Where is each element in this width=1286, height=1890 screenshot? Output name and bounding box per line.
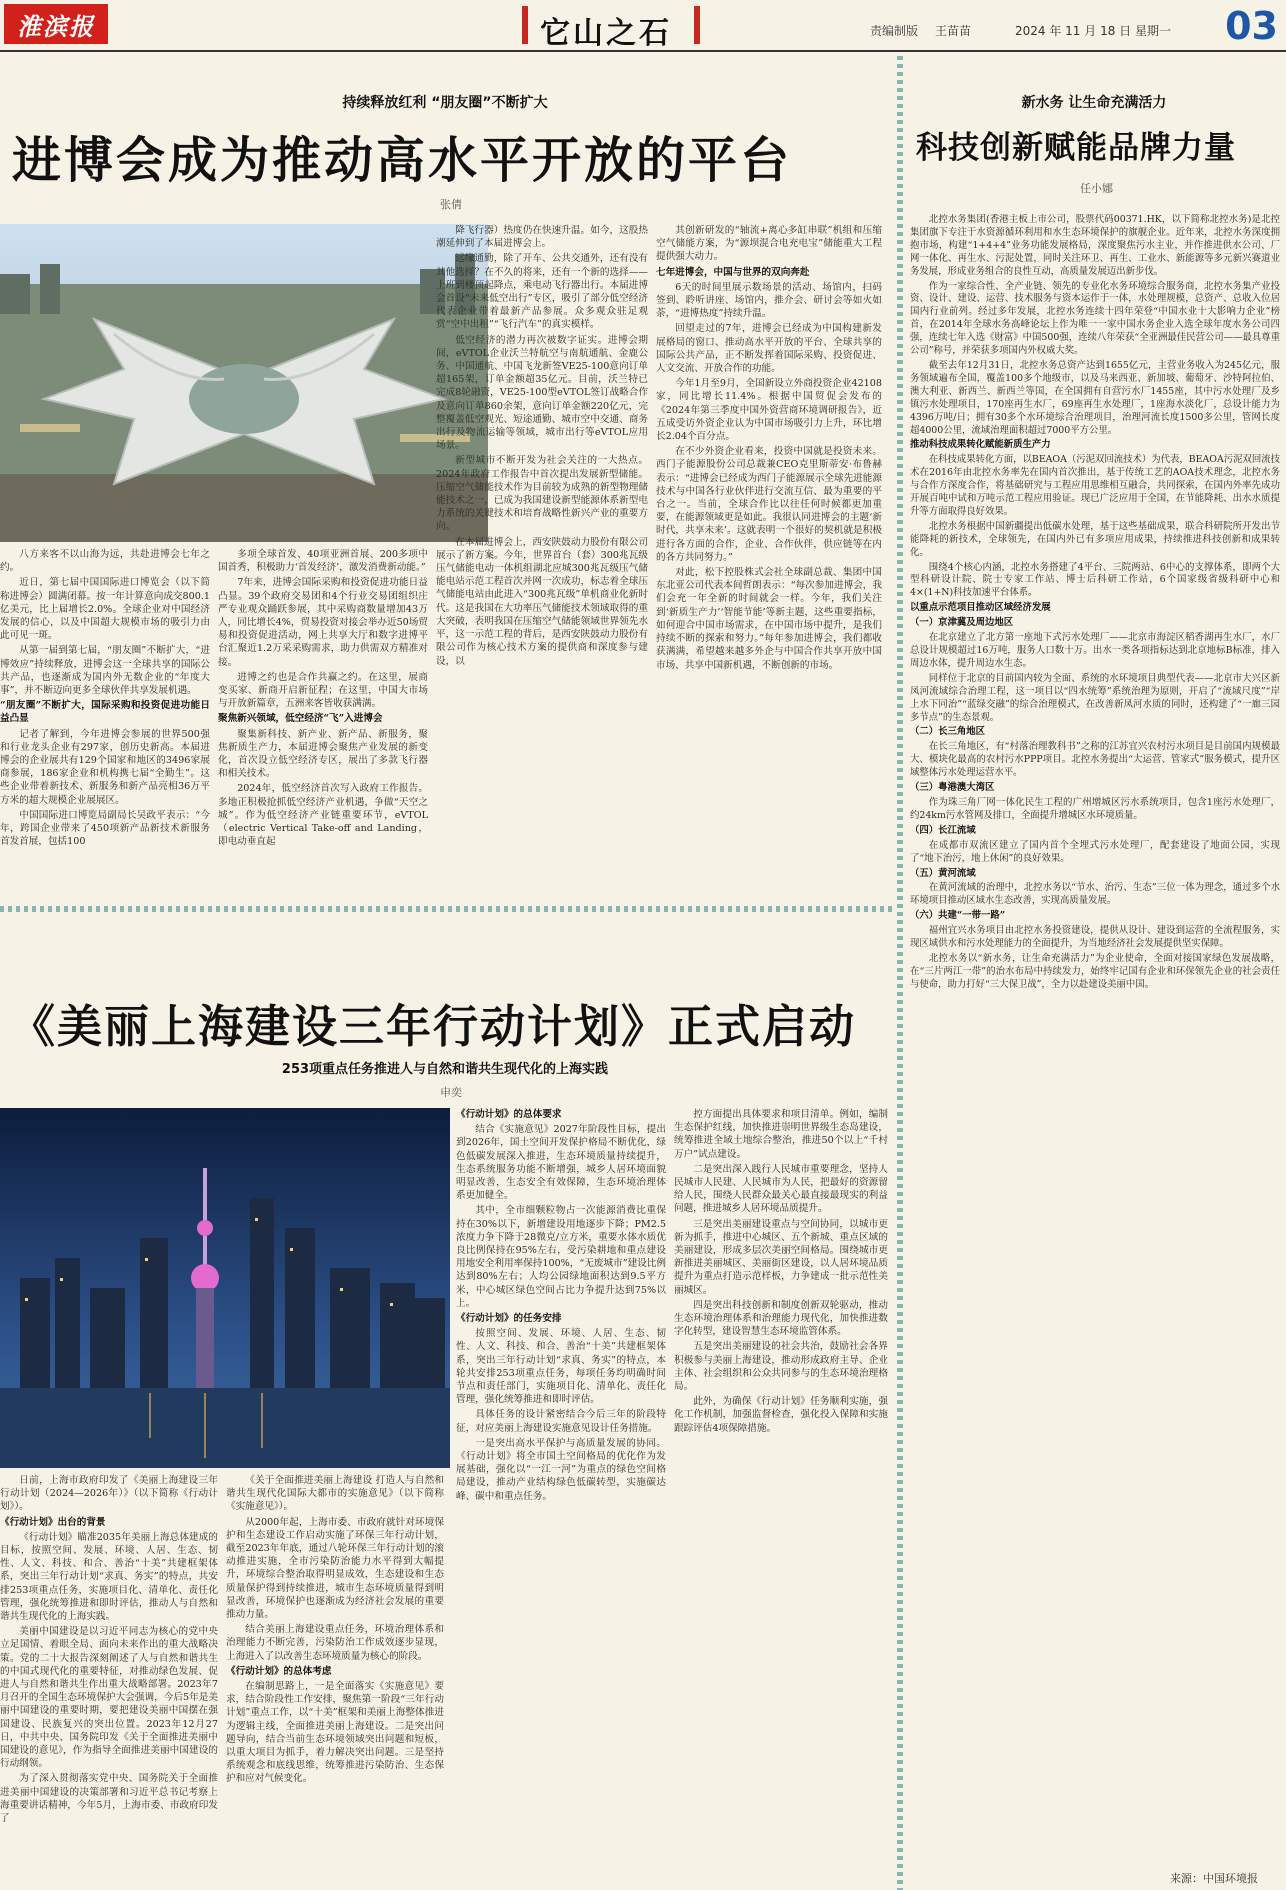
paragraph: 近日，第七届中国国际进口博览会（以下简称进博会）圆满闭幕。按一年计算意向成交800.1亿美元，比上届增长2.0%。全球企业对中国经济发展的信心，以及中国超大规模市场的吸引力由此可见一斑。 [0, 577, 210, 642]
article3-kicker: 新水务 让生命充满活力 [1021, 95, 1167, 111]
paragraph: 日前，上海市政府印发了《美丽上海建设三年行动计划（2024—2026年）》（以下简称《行动计划》）。 [0, 1475, 218, 1513]
paragraph: 作为珠三角厂网一体化民生工程的广州增城区污水系统项目，包含1座污水处理厂，约24km污水管网及排口，全面提升增城区水环境质量。 [910, 796, 1280, 821]
paragraph: 低空经济的潜力再次被数字证实。进博会期间，eVTOL企业沃兰特航空与南航通航、金鹿公务、中国通航、中国飞龙新签VE25-100意向订单超165架，订单金额超35亿元。目前，沃兰特已完成8轮融资，VE25-100型eVTOL签订战略合作及意向订单860余架，意向订单金额220亿元，完整覆盖低空观光、短途通勤、城市空中交通、商务出行及物流运输等领域，城市出行等eVTOL应用场景。 [436, 334, 648, 452]
article2-col-d [674, 1108, 888, 1888]
paragraph: 截至去年12月31日，北控水务总资产达到1655亿元，主营业务收入为245亿元，服务领域遍布全国，覆盖100多个地级市，以及马来西亚、新加坡、葡萄牙、沙特阿拉伯、澳大利亚、新西兰、新西兰等国，在全国拥有自营污水厂1455座，其中污水处理厂及乡镇污水处理项目，170座再生水厂，69座再生水处理厂，1座海水淡化厂，总设计能力为4396万吨/日；拥有30多个水环境综合治理项目，治理河流长度1500多公里，管网长度超4000公里，流域治理面积超过7000平方公里。 [910, 359, 1280, 436]
page-number: 03 [1225, 4, 1278, 48]
article1-byline: 张倩 [440, 198, 462, 211]
paragraph: 回望走过的7年，进博会已经成为中国构建新发展格局的窗口、推动高水平开放的平台、全球共享的国际公共产品，正不断发挥着国际采购、投资促进、人文交流、开放合作的功能。 [656, 323, 882, 375]
paragraph: 北控水务根据中国新疆提出低碳水处理，基于这些基础成果，联合科研院所开发出节能降耗的新技术，全球领先，在国内外已有多项应用成果，持续推进科技创新和成果转化。 [910, 520, 1280, 558]
article-separator [0, 906, 892, 912]
shanghai-skyline-photo [0, 1108, 450, 1468]
region-heading: （一）京津冀及周边地区 [910, 617, 1014, 629]
paragraph: 降飞行器）热度仍在快速升温。如今，这股热潮延伸到了本届进博会上。 [436, 225, 648, 250]
article2-subtitle: 253项重点任务推进人与自然和谐共生现代化的上海实践 [281, 1062, 609, 1077]
column-separator [897, 56, 903, 1890]
paragraph: 美丽中国建设是以习近平同志为核心的党中央立足国情、着眼全局、面向未来作出的重大战略决策。党的二十大报告深刻阐述了人与自然和谐共生的中国式现代化的重要特征，对推动绿色发展、促进人与自然和谐共生作出重大战略部署。2023年7月召开的全国生态环境保护大会强调，今后5年是美丽中国建设的重要时期，要把建设美丽中国摆在强国建设、民族复兴的突出位置。2023年12月27日，中共中央、国务院印发《关于全面推进美丽中国建设的意见》，作为指导全面推进美丽中国建设的行动纲领。 [0, 1626, 218, 1770]
article2-col-c [456, 1108, 666, 1888]
region-heading: （四）长江流域 [910, 824, 976, 836]
article1-col1 [0, 548, 210, 900]
paragraph: 记者了解到，今年进博会参展的世界500强和行业龙头企业有297家，创历史新高。本届进博会的企业展共有129个国家和地区的3496家展商参展，186家企业和机构携七届“全勤生”。这些企业带着新技术、新服务和新产品亮相36万平方米的超大规模企业展展区。 [0, 728, 210, 806]
article1-col3 [436, 224, 648, 900]
article1-col4 [656, 224, 882, 900]
paragraph: 五是突出美丽建设的社会共治，鼓励社会各界积极参与美丽上海建设，推动形成政府主导、企业主体、社会组织和公众共同参与的生态环境治理格局。 [674, 1341, 888, 1393]
paragraph: 其创新研发的“轴流+离心多缸串联”机组和压缩空气储能方案，为“源坝混合电充电宝”储能重大工程提供强大动力。 [656, 225, 882, 263]
article2-col-b [226, 1474, 444, 1888]
editor-label: 责编制版 [870, 24, 919, 38]
paragraph: 在成都市双流区建立了国内首个全埋式污水处理厂，配套建设了地面公园，实现了“地下治污，地上休闲”的良好效果。 [910, 839, 1280, 864]
region-heading: （六）共建“一带一路” [910, 910, 1006, 922]
paragraph: 2024年，低空经济首次写入政府工作报告。多地正积极抢抓低空经济产业机遇，争做“天空之城”。作为低空经济产业链重要环节，eVTOL（electric Vertical Take-off and Landing，即电动垂直起 [218, 783, 428, 848]
paragraph: 在本届进博会上，西安陕鼓动力股份有限公司展示了新方案。今年，世界首台（套）300兆瓦级压气储能电动一体机组湖北应城300兆瓦级压气储能电站示范工程首次并网一次成功，标志着全球压气储能电站由此进入“300兆瓦级”单机商业化新时代。这是我国在大功率压气储能技术领域取得的重大突破，表明我国在压缩空气储能领域世界领先水平，这一示范工程的背后，是西安陕鼓动力股份有限公司作为核心技术方案的提供商和深度参与建设，以 [436, 536, 648, 667]
article2-col-a [0, 1474, 218, 1888]
paragraph: 今年1月至9月，全国新设立外商投资企业42108家，同比增长11.4%。根据中国贸促会发布的《2024年第三季度中国外资营商环境调研报告》，近五成受访外资企业认为中国市场吸引力上升，环比增长2.04个百分点。 [656, 378, 882, 443]
paragraph: 《关于全面推进美丽上海建设 打造人与自然和谐共生现代化国际大都市的实施意见》（以下简称《实施意见》）。 [226, 1475, 444, 1513]
paragraph: 从第一届到第七届，“朋友圈”不断扩大，“进博效应”持续释放，进博会这一全球共享的国际公共产品，也逐渐成为国内外无数企业的“年度大事”，并不断迈向更多全球伙伴共享发展机遇。 [0, 645, 210, 697]
paragraph: 在长三角地区，有“村落治理教科书”之称的江苏宜兴农村污水项目是目前国内规模最大、模块化最高的农村污水PPP项目。北控水务提出“大运营、管家式”服务模式，提升区域整体污水处理运营水平。 [910, 741, 1280, 779]
paragraph: 四是突出科技创新和制度创新双轮驱动，推动生态环境治理体系和治理能力现代化，加快推进数字化转型，建设智慧生态环境监管体系。 [674, 1299, 888, 1338]
newspaper-logo: 淮滨报 [4, 4, 108, 44]
paragraph: 控方面提出具体要求和项目清单。例如，编制生态保护红线，加快推进崇明世界级生态岛建设，统筹推进全域土地综合整治，推进50个以上“千村万户”试点建设。 [674, 1109, 888, 1160]
paragraph: 二是突出深入践行人民城市重要理念，坚持人民城市人民建、人民城市为人民，把最好的资源留给人民，围绕人民群众最关心最直接最现实的利益问题，推进城乡人居环境品质提升。 [674, 1163, 888, 1215]
paragraph: 在黄河流域的治理中，北控水务以“节水、治污、生态”三位一体为理念，通过多个水环境项目推动区域水生态改善，实现高质量发展。 [910, 882, 1280, 907]
paragraph: 《行动计划》瞄准2035年美丽上海总体建成的目标，按照空间、发展、环境、人居、生态、韧性、人文、科技、和合、善治“十美”共建框架体系，突出三年行动计划“求真、务实”的特点，共安排253项重点任务，实施项目化、清单化、责任化管理，强化统筹推进和即时评估，推动人与自然和谐共生现代化的上海实践。 [0, 1531, 218, 1623]
header-rule [0, 50, 1286, 52]
paragraph: 三是突出美丽建设重点与空间协同，以城市更新为抓手，推进中心城区、五个新城、重点区域的美丽建设，形成多层次美丽空间格局。围绕城市更新推进美丽城区、美丽街区建设，以人居环境品质提升为重点打造示范样板，力争建成一批示范性美丽城区。 [674, 1218, 888, 1296]
paragraph: 具体任务的设计紧密结合今后三年的阶段特征，对应美丽上海建设实施意见设计任务措施。 [456, 1409, 666, 1434]
paragraph: 北控水务以“新水务，让生命充满活力”为企业使命，全面对接国家绿色发展战略，在“三片两江一带”的治水布局中持续发力，始终牢记国有企业和环保领先企业的社会责任与使命，助力打好“三大保卫战”，全力以赴建设美丽中国。 [910, 952, 1280, 990]
expo-center-aerial-photo [0, 224, 488, 542]
section-bar-left [522, 6, 528, 44]
paragraph: 新型城市不断开发为社会关注的一大热点。2024年政府工作报告中首次提出发展新型储能。压缩空气储能技术作为目前较为成熟的新型物理储能技术之一，已成为我国建设新型能源体系新型电力系统的关键技术和培育战略性新兴产业的重要方向。 [436, 455, 648, 533]
article1-headline: 进博会成为推动高水平开放的平台 [12, 132, 793, 189]
subheading: 《行动计划》的总体考虑 [226, 1665, 332, 1677]
subheading: 《行动计划》的总体要求 [456, 1109, 562, 1120]
paragraph: 远缘通勤，除了开车、公共交通外，还有没有其他选择？在不久的将来，还有一个新的选择——上班到楼顶起降点，乘电动飞行器出行。本届进博会首设“未来低空出行”专区，吸引了部分低空经济代表企业带着最新产品参展。众多观众驻足观赏“空中出租”“飞行汽车”的真实模样。 [436, 253, 648, 331]
paragraph: 结合《实施意见》2027年阶段性目标，提出到2026年，国土空间开发保护格局不断优化，绿色低碳发展深入推进，生态环境质量持续提升，生态系统服务功能不断增强，城乡人居环境面貌明显改善，生态安全有效保障，生态环境治理体系更加健全。 [456, 1124, 666, 1202]
paragraph: 在北京建立了北方第一座地下式污水处理厂——北京市海淀区稻香湖再生水厂，水厂总设计规模超过16万吨，服务人口数十万。出水一类各项指标达到北京地标B标准，排入周边水体，提升周边水生态。 [910, 632, 1280, 669]
subheading: 以重点示范项目推动区域经济发展 [910, 602, 1051, 614]
article1-kicker: 持续释放红利 “朋友圈”不断扩大 [342, 95, 548, 111]
paragraph: 北控水务集团(香港主板上市公司，股票代码00371.HK，以下简称北控水务)是北控集团旗下专注于水资源循环利用和水生态环境保护的旗舰企业。近年来，北控水务深度拥抱市场，构建“1+4+4”业务功能发展格局，深度聚焦污水主业，并作推进供水公司、厂网一体化、再生水、污泥处置，同时关注环卫、再生、工业水、新能源等多元新兴赛道业务发展，形成业务组合的良性互动，高质量发展迈出新步伐。 [910, 214, 1280, 277]
section-bar-right [694, 6, 700, 44]
paragraph: 其中，全市细颗粒物占一次能源消费比重保持在30%以下，新增建设用地逐步下降；PM2.5浓度力争下降于28微克/立方米，重要水体水质优良比例保持在95%左右，受污染耕地和重点建设用地安全利用率保持100%，“无废城市”建设比例达到80%左右；人均公园绿地面积达到9.5平方米，中心城区绿色空间占比力争提升达到75%以上。 [456, 1205, 666, 1309]
article3-source: 来源：中国环境报 [1170, 1872, 1258, 1885]
article2-byline: 申奕 [440, 1086, 462, 1099]
section-title: 它山之石 [540, 16, 672, 51]
region-heading: （三）粤港澳大湾区 [910, 782, 995, 794]
paragraph: 进博之约也是合作共赢之约。在这里，展商变买家、新商开启新征程；在这里，中国大市场与开放新篇章，五洲来客皆收获满满。 [218, 671, 428, 710]
subheading: “朋友圈”不断扩大，国际采购和投资促进功能日益凸显 [0, 700, 210, 725]
paragraph: 在编制思路上，一是全面落实《实施意见》要求，结合阶段性工作安排，聚焦第一阶段“三年行动计划”重点工作，以“十美”框架和美丽上海整体推进为逻辑主线，全面推进美丽上海建设。二是突出问题导向，结合当前生态环境领域突出问题和短板，以重大项目为抓手，着力解决突出问题。三是坚持系统观念和底线思维，统筹推进污染防治、生态保护和应对气候变化。 [226, 1681, 444, 1785]
paragraph: 福州宜兴水务项目由北控水务投资建设，提供从设计、建设到运营的全流程服务，实现区域供水和污水处理能力的全面提升，为当地经济社会发展提供坚实保障。 [910, 925, 1280, 950]
paragraph: 围绕4个核心内涵，北控水务搭建了4平台、三院两站、6中心的支撑体系，即两个大型科研设计院、院士专家工作站、博士后科研工作站，6个国家级省级科研中心和4×(1+N)科技加速平台体系。 [910, 561, 1280, 599]
subheading: 《行动计划》的任务安排 [456, 1313, 562, 1325]
paragraph: 7年来，进博会国际采购和投资促进功能日益凸显。39个政府交易团和4个行业交易团组织庄严专业观众踊跃参展，其中采购商数量增加43万人，同比增长4%，贸易投资对接会举办近50场贸易和投资促进活动，网上共享大厅和数字进博平台汇聚近1.2万采采购需求，助力供需双方精准对接。 [218, 577, 428, 668]
paragraph: 同样位于北京的目前国内较为全面、系统的水环境项目典型代表——北京市大兴区新凤河流域综合治理工程，这一项目以“四水统筹”系统治理为原则，开启了“流域尺度”“岸上水下同治”“蓝绿交融”的综合治理模式，在改善新凤河水质的同时，还构建了“一廊三园多节点”的生态景观。 [910, 672, 1280, 723]
subheading: 七年进博会，中国与世界的双向奔赴 [656, 266, 810, 278]
paragraph: 中国国际进口博览局副局长吴政平表示：“今年，跨国企业带来了450项新产品新技术新服务首发首展，包括100 [0, 809, 210, 848]
editor-name: 王苗苗 [935, 24, 972, 38]
region-heading: （五）黄河流域 [910, 867, 976, 879]
subheading: 《行动计划》出台的背景 [0, 1516, 106, 1528]
issue-date: 2024 年 11 月 18 日 星期一 [1015, 24, 1171, 38]
paragraph: 对此，松下控股株式会社全球副总裁、集团中国东北亚公司代表本间哲朗表示：“每次参加进博会，我们会充一年全新的时间就会一样。今年，我们关注到‘新质生产力’‘智能节能’等新主题，这些重要指标，如何迎合中国市场需求，在中国市场中提升，是我们持续不断的探索和努力。”每年参加进博会，我们都收获满满，希望越来越多外企与中国合作共享开放中国市场、共享中国新机遇，不断创新的市场。 [656, 567, 882, 671]
paragraph: 从2000年起，上海市委、市政府就针对环境保护和生态建设工作启动实施了环保三年行动计划，截至2023年年底，通过八轮环保三年行动计划的滚动推进实施，全市污染防治能力水平得到大幅提升，环境综合整治取得明显成效，生态建设和生态质量保护得到持续推进，城市生态环境质量得到明显改善，环境保护也逐渐成为经济社会发展的重要推动力量。 [226, 1516, 444, 1621]
paragraph: 作为一家综合性、全产业链、领先的专业化水务环境综合服务商，北控水务集产业投资、设计、建设、运营、技术服务与资本运作于一体，水处理规模，总资产、总收入位居国内行业前列。经过多年发展，北控水务连续十四年荣登“中国水业十大影响力企业”榜首，在2014年全球水务高峰论坛上作为唯一一家中国水务企业入选全球年度水务公司四强，连续七年入选《财富》中国500强，连续八年荣获“全亚洲最佳民营公司——最具尊重公司”称号，并荣获多项国内外权威大奖。 [910, 280, 1280, 357]
article3-body [910, 214, 1280, 1864]
subheading: 推动科技成果转化赋能新质生产力 [910, 439, 1051, 451]
paragraph: 八方来客不以山海为远，共赴进博会七年之约。 [0, 549, 210, 574]
paragraph: 在科技成果转化方面，以BEAOA（污泥双回流技术）为代表，BEAOA污泥双回流技术在2016年由北控水务率先在国内首次推出，基于传统工艺的AOA技术理念，北控水务与合作方深度合作，将基础研究与工程应用思维相互融合，共同探索，在国内外率先成功开展百吨中试和万吨示范工程应用验证。现已广泛应用于全国，在节能降耗、出水水质提升等方面取得良好效果。 [910, 454, 1280, 517]
article1-col2 [218, 548, 428, 900]
paragraph: 一是突出高水平保护与高质量发展的协同。《行动计划》将全市国土空间格局的优化作为发展基础，强化以“一江一河”为重点的绿色空间格局建设，推动产业结构绿色低碳转型，实施碳达峰、碳中和重点任务。 [456, 1437, 666, 1502]
article2-headline: 《美丽上海建设三年行动计划》正式启动 [10, 1000, 857, 1053]
paragraph: 为了深入贯彻落实党中央、国务院关于全面推进美丽中国建设的决策部署和习近平总书记考察上海重要讲话精神，今年5月，上海市委、市政府印发了 [0, 1773, 218, 1825]
paragraph: 此外，为确保《行动计划》任务顺利实施，强化工作机制，加强监督检查，强化投入保障和实施跟踪评估4项保障措施。 [674, 1396, 888, 1434]
subheading: 聚焦新兴领域，低空经济“飞”入进博会 [218, 713, 383, 725]
paragraph: 在不少外资企业看来，投资中国就是投资未来。西门子能源股份公司总裁兼CEO克里斯蒂安·布鲁赫表示：“进博会已经成为西门子能源展示全球先进能源技术与中国各行业伙伴进行交流互信、最为重要的平台之一。当前，全球合作比以往任何时候都更加重要，在能源领域更是如此。我很认同进博会的主题‘新时代，共享未来’。这就表明一个很好的契机就是积极进行各方面的合作，企业、合作伙伴，供应链等在内的各方共同努力。” [656, 446, 882, 563]
region-heading: （二）长三角地区 [910, 726, 986, 738]
paragraph: 聚集新科技、新产业、新产品、新服务，聚焦新质生产力，本届进博会聚焦产业发展的新变化，首次设立低空经济专区，展出了多款飞行器和相关技术。 [218, 728, 428, 780]
article3-headline: 科技创新赋能品牌力量 [916, 130, 1236, 166]
paragraph: 按照空间、发展、环境、人居、生态、韧性、人文、科技、和合、善治“十美”共建框架体系，突出三年行动计划“求真、务实”的特点，本轮共安排253项重点任务，每项任务均明确时间节点和责任部门，实施项目化、清单化、责任化管理，强化统筹推进和即时评估。 [456, 1328, 666, 1406]
article3-byline: 任小娜 [1080, 182, 1113, 195]
paragraph: 6天的时间里展示数场景的活动、场馆内，扫码签到、聆听讲座、场馆内，推介会、研讨会等如火如荼，“进博热度”持续升温。 [656, 281, 882, 320]
paragraph: 多项全球首发、40项亚洲首展、200多项中国首秀，积极助力‘首发经济’，激发消费新动能。” [218, 549, 428, 574]
paragraph: 结合美丽上海建设重点任务，环境治理体系和治理能力不断完善，污染防治工作成效逐步显现，上海进入了以改善生态环境质量为核心的阶段。 [226, 1624, 444, 1662]
